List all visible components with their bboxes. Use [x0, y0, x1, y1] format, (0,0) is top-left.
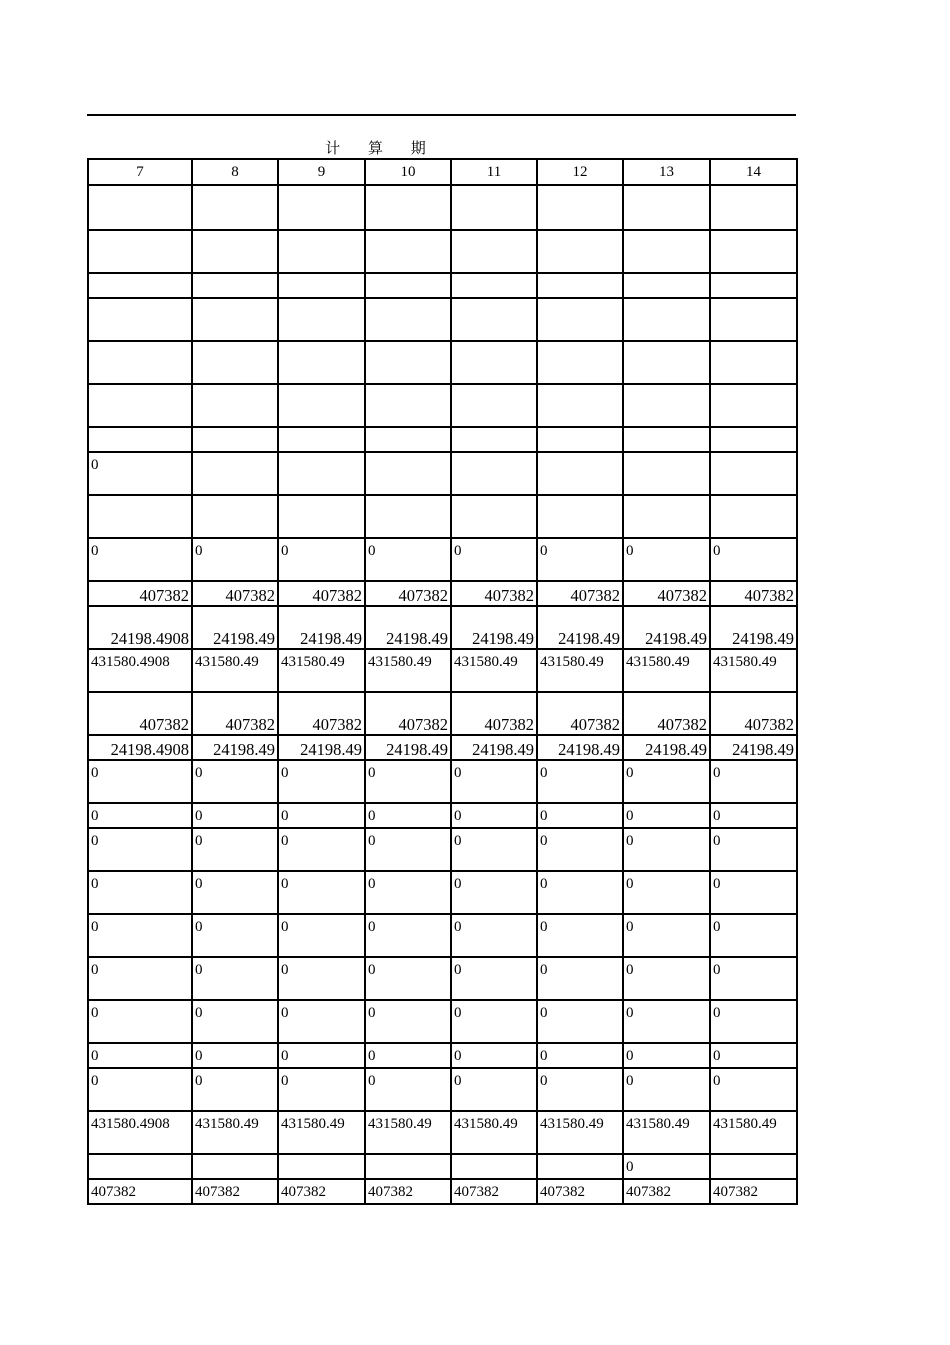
table-cell: 0 [88, 1000, 192, 1043]
table-cell [192, 185, 278, 230]
table-row [88, 606, 797, 649]
table-cell [623, 495, 710, 538]
table-cell: 0 [278, 1043, 365, 1068]
table-cell: 407382 [710, 1179, 797, 1204]
table-cell: 0 [710, 803, 797, 828]
table-cell [88, 298, 192, 341]
table-cell [537, 452, 623, 495]
table-cell [451, 298, 537, 341]
table-cell: 24198.4908 [88, 606, 192, 649]
top-rule [87, 114, 796, 116]
table-cell: 0 [623, 803, 710, 828]
table-cell: 0 [451, 538, 537, 581]
table-cell [192, 273, 278, 298]
table-cell [537, 230, 623, 273]
table-cell: 0 [88, 760, 192, 803]
table-cell: 407382 [192, 692, 278, 735]
table-cell: 0 [278, 871, 365, 914]
table-cell: 0 [537, 538, 623, 581]
table-cell: 407382 [623, 581, 710, 606]
table-cell: 407382 [365, 581, 451, 606]
table-cell: 407382 [710, 692, 797, 735]
table-cell: 431580.49 [365, 649, 451, 692]
table-cell [365, 185, 451, 230]
table-cell [451, 230, 537, 273]
table-cell: 0 [365, 871, 451, 914]
table-cell [88, 427, 192, 452]
table-cell: 407382 [88, 1179, 192, 1204]
table-cell: 24198.49 [192, 606, 278, 649]
table-cell [451, 1154, 537, 1179]
table-row [88, 298, 797, 341]
table-cell: 0 [88, 828, 192, 871]
table-cell [451, 341, 537, 384]
table-row [88, 803, 797, 828]
table-cell: 407382 [278, 692, 365, 735]
table-cell: 0 [623, 914, 710, 957]
table-cell: 0 [537, 828, 623, 871]
table-cell: 431580.49 [365, 1111, 451, 1154]
table-cell [710, 452, 797, 495]
table-cell: 407382 [537, 692, 623, 735]
table-caption: 计 算 期 [325, 141, 438, 157]
table-cell: 24198.49 [451, 735, 537, 760]
table-cell: 0 [537, 914, 623, 957]
table-cell [623, 427, 710, 452]
table-cell [278, 1154, 365, 1179]
table-cell: 407382 [192, 1179, 278, 1204]
table-row [88, 1000, 797, 1043]
table-cell: 0 [451, 760, 537, 803]
table-cell: 0 [365, 803, 451, 828]
table-cell [710, 185, 797, 230]
table-cell: 0 [537, 803, 623, 828]
table-cell: 0 [537, 957, 623, 1000]
table-cell: 0 [451, 1043, 537, 1068]
table-cell: 431580.49 [451, 649, 537, 692]
table-cell [710, 427, 797, 452]
table-row [88, 871, 797, 914]
table-cell: 0 [88, 452, 192, 495]
table-cell: 24198.49 [623, 606, 710, 649]
table-cell: 0 [710, 1000, 797, 1043]
table-cell [88, 185, 192, 230]
table-cell: 24198.49 [365, 606, 451, 649]
table-cell: 0 [88, 914, 192, 957]
table-row [88, 427, 797, 452]
table-cell: 0 [710, 957, 797, 1000]
table-cell: 0 [451, 871, 537, 914]
table-cell: 24198.49 [278, 606, 365, 649]
table-cell: 0 [451, 914, 537, 957]
header-cell: 7 [88, 159, 192, 185]
table-cell: 0 [88, 1068, 192, 1111]
table-cell [88, 230, 192, 273]
table-cell [278, 341, 365, 384]
table-cell: 0 [537, 1043, 623, 1068]
table-cell [278, 495, 365, 538]
table-cell: 407382 [537, 1179, 623, 1204]
table-cell: 0 [365, 760, 451, 803]
table-cell [192, 427, 278, 452]
table-cell: 0 [278, 828, 365, 871]
table-row [88, 452, 797, 495]
table-cell: 0 [537, 871, 623, 914]
table-cell: 0 [365, 828, 451, 871]
table-row [88, 1179, 797, 1204]
table-cell [365, 452, 451, 495]
table-row [88, 692, 797, 735]
table-cell: 0 [710, 760, 797, 803]
table-cell: 431580.49 [451, 1111, 537, 1154]
table-cell: 407382 [623, 1179, 710, 1204]
table-cell: 0 [88, 538, 192, 581]
table-row [88, 1111, 797, 1154]
table-cell: 24198.49 [192, 735, 278, 760]
table-cell [451, 495, 537, 538]
table-cell: 407382 [88, 581, 192, 606]
table-cell [537, 273, 623, 298]
table-cell: 0 [88, 803, 192, 828]
header-cell: 9 [278, 159, 365, 185]
table-cell [451, 384, 537, 427]
table-cell: 0 [192, 538, 278, 581]
table-cell: 0 [365, 914, 451, 957]
table-cell: 24198.49 [451, 606, 537, 649]
table-cell [623, 452, 710, 495]
table-cell [623, 273, 710, 298]
table-cell [537, 427, 623, 452]
table-cell [623, 230, 710, 273]
table-cell [710, 495, 797, 538]
table-cell [278, 298, 365, 341]
table-cell: 0 [623, 871, 710, 914]
table-cell [365, 298, 451, 341]
table-cell [365, 384, 451, 427]
table-cell: 0 [451, 828, 537, 871]
table-cell: 0 [623, 1043, 710, 1068]
table-cell: 0 [88, 957, 192, 1000]
table-cell [192, 341, 278, 384]
table-cell: 0 [278, 803, 365, 828]
table-cell: 0 [278, 957, 365, 1000]
table-cell: 431580.49 [278, 1111, 365, 1154]
table-cell: 0 [537, 1000, 623, 1043]
table-cell: 0 [710, 538, 797, 581]
table-cell: 0 [451, 803, 537, 828]
table-cell: 407382 [451, 581, 537, 606]
table-cell [88, 273, 192, 298]
table-cell [365, 1154, 451, 1179]
table-row [88, 538, 797, 581]
table-cell: 431580.49 [710, 1111, 797, 1154]
table-cell: 407382 [365, 1179, 451, 1204]
table-cell [192, 452, 278, 495]
table-cell [192, 298, 278, 341]
table-cell: 0 [537, 1068, 623, 1111]
table-cell: 431580.4908 [88, 1111, 192, 1154]
table-cell: 431580.49 [278, 649, 365, 692]
calculation-period-table [87, 158, 798, 1205]
table-cell [451, 427, 537, 452]
header-cell: 14 [710, 159, 797, 185]
table-cell: 0 [192, 803, 278, 828]
header-cell: 10 [365, 159, 451, 185]
table-cell [623, 341, 710, 384]
table-cell: 0 [710, 871, 797, 914]
table-row [88, 185, 797, 230]
table-cell [710, 298, 797, 341]
table-cell: 24198.49 [710, 735, 797, 760]
table-cell: 0 [278, 538, 365, 581]
header-cell: 8 [192, 159, 278, 185]
table-cell: 431580.49 [710, 649, 797, 692]
table-cell: 431580.49 [623, 649, 710, 692]
table-cell [365, 427, 451, 452]
table-cell [88, 1154, 192, 1179]
table-cell: 0 [623, 538, 710, 581]
header-row [88, 159, 797, 185]
table-cell: 24198.4908 [88, 735, 192, 760]
table-cell [278, 185, 365, 230]
table-cell [623, 185, 710, 230]
table-cell [710, 273, 797, 298]
table-cell: 24198.49 [537, 735, 623, 760]
table-cell: 0 [623, 1068, 710, 1111]
table-row [88, 384, 797, 427]
table-cell [537, 495, 623, 538]
table-cell: 407382 [451, 692, 537, 735]
table-cell: 0 [623, 957, 710, 1000]
table-cell: 24198.49 [537, 606, 623, 649]
table-row [88, 495, 797, 538]
header-cell: 12 [537, 159, 623, 185]
table-row [88, 341, 797, 384]
table-row [88, 1068, 797, 1111]
table-cell: 407382 [710, 581, 797, 606]
table-row [88, 914, 797, 957]
table-cell: 0 [365, 1000, 451, 1043]
table-cell: 407382 [88, 692, 192, 735]
table-cell: 431580.49 [537, 1111, 623, 1154]
table-cell [537, 185, 623, 230]
table-cell: 0 [623, 1154, 710, 1179]
table-cell: 407382 [537, 581, 623, 606]
header-cell: 11 [451, 159, 537, 185]
table-cell [192, 230, 278, 273]
table-cell: 0 [192, 760, 278, 803]
table-cell [192, 495, 278, 538]
table-cell [537, 298, 623, 341]
table-cell: 407382 [365, 692, 451, 735]
table-cell [278, 427, 365, 452]
table-row [88, 828, 797, 871]
table-cell: 0 [365, 957, 451, 1000]
table-cell: 407382 [451, 1179, 537, 1204]
table-cell: 24198.49 [365, 735, 451, 760]
table-row [88, 230, 797, 273]
table-row [88, 581, 797, 606]
table-cell [88, 341, 192, 384]
table-cell [365, 495, 451, 538]
table-cell: 0 [451, 1000, 537, 1043]
table-cell: 431580.4908 [88, 649, 192, 692]
table-cell [537, 1154, 623, 1179]
table-cell [88, 495, 192, 538]
table-cell: 0 [451, 1068, 537, 1111]
table-cell: 0 [192, 1000, 278, 1043]
table-row [88, 1043, 797, 1068]
table-cell [710, 341, 797, 384]
table-cell: 24198.49 [710, 606, 797, 649]
table-cell: 407382 [278, 581, 365, 606]
table-cell [710, 230, 797, 273]
table-cell: 0 [192, 1068, 278, 1111]
table-cell [537, 384, 623, 427]
table-row [88, 649, 797, 692]
table-cell: 0 [88, 1043, 192, 1068]
table-cell: 0 [623, 1000, 710, 1043]
table-cell [192, 1154, 278, 1179]
table-cell: 0 [88, 871, 192, 914]
table-cell: 0 [710, 1043, 797, 1068]
table-cell: 0 [365, 1043, 451, 1068]
table-cell: 0 [710, 914, 797, 957]
table-cell: 0 [192, 957, 278, 1000]
table-row [88, 273, 797, 298]
table-cell: 0 [710, 828, 797, 871]
table-cell: 407382 [278, 1179, 365, 1204]
table-cell: 0 [192, 828, 278, 871]
table-cell [365, 273, 451, 298]
table-cell: 0 [537, 760, 623, 803]
table-cell: 0 [278, 1000, 365, 1043]
table-cell: 407382 [623, 692, 710, 735]
table-cell: 0 [192, 914, 278, 957]
table-cell: 0 [365, 538, 451, 581]
table-cell [537, 341, 623, 384]
table-cell [88, 384, 192, 427]
table-cell [623, 384, 710, 427]
table-cell [192, 384, 278, 427]
table-cell: 0 [623, 760, 710, 803]
table-cell: 0 [278, 1068, 365, 1111]
table-cell: 24198.49 [623, 735, 710, 760]
table-cell [278, 452, 365, 495]
table-cell: 0 [192, 871, 278, 914]
table-cell: 0 [278, 760, 365, 803]
header-cell: 13 [623, 159, 710, 185]
table-cell: 0 [710, 1068, 797, 1111]
table-cell [451, 273, 537, 298]
table-cell [278, 384, 365, 427]
table-cell [623, 298, 710, 341]
table-row [88, 735, 797, 760]
table-cell [278, 230, 365, 273]
table-cell [451, 185, 537, 230]
table-row [88, 1154, 797, 1179]
table-cell: 431580.49 [192, 1111, 278, 1154]
table-cell [365, 341, 451, 384]
table-row [88, 760, 797, 803]
table-cell [710, 384, 797, 427]
table-cell [451, 452, 537, 495]
table-cell: 0 [451, 957, 537, 1000]
table-cell [365, 230, 451, 273]
table-cell: 431580.49 [537, 649, 623, 692]
table-cell: 0 [365, 1068, 451, 1111]
table-cell: 0 [623, 828, 710, 871]
table-cell: 407382 [192, 581, 278, 606]
table-cell [710, 1154, 797, 1179]
table-cell: 431580.49 [192, 649, 278, 692]
table-cell: 0 [192, 1043, 278, 1068]
table-cell: 0 [278, 914, 365, 957]
table-row [88, 957, 797, 1000]
table-cell [278, 273, 365, 298]
table-cell: 431580.49 [623, 1111, 710, 1154]
table-cell: 24198.49 [278, 735, 365, 760]
